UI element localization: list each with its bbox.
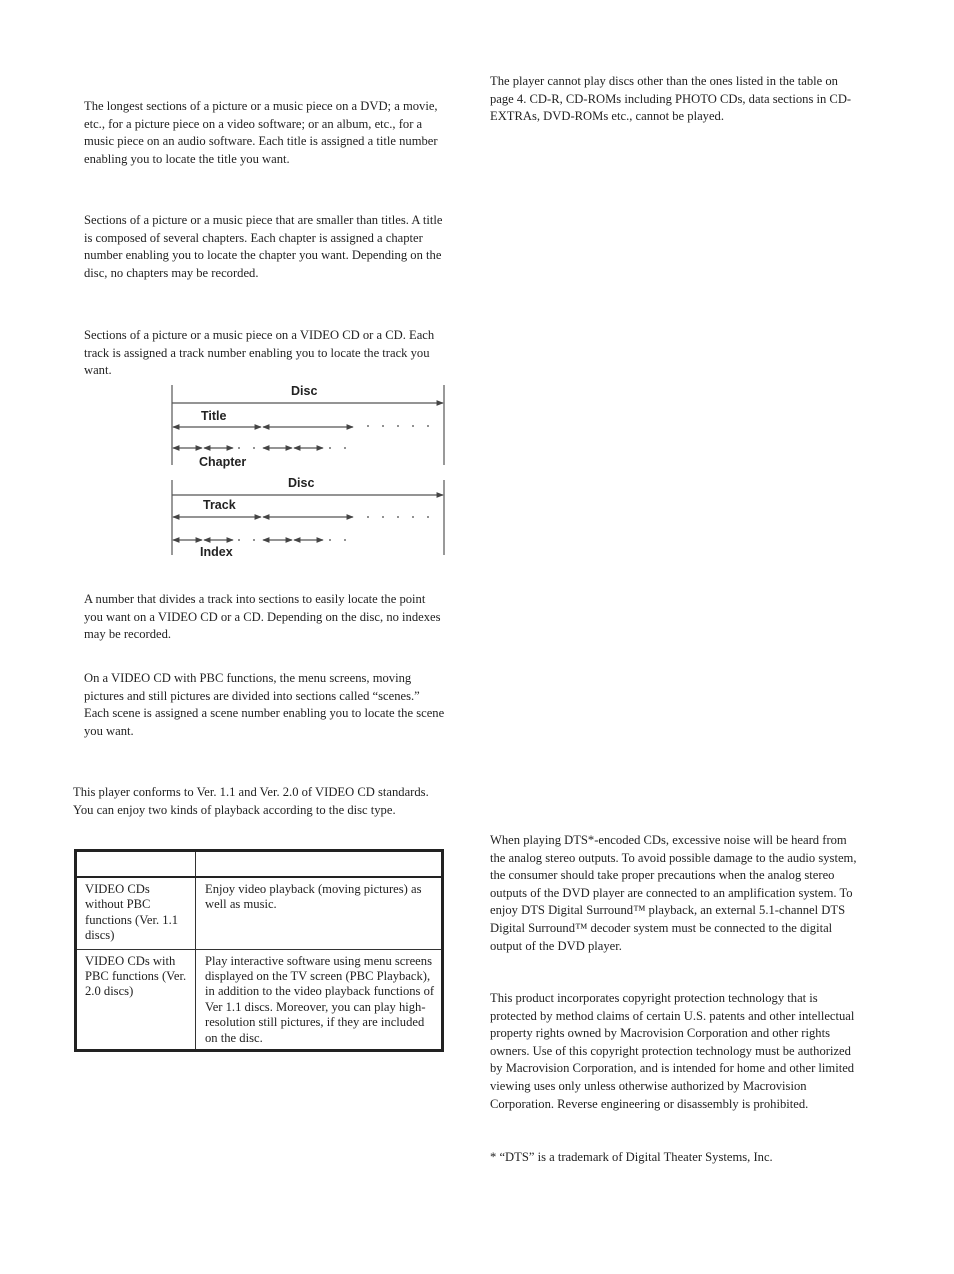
index-label: Index: [200, 545, 233, 559]
chapter-label: Chapter: [199, 455, 247, 469]
table-row: [76, 949, 443, 1050]
chapter-definition: Sections of a picture or a music piece that are smaller than titles. A title is composed of several chapters. Each chapter is assigned a chapter number enabling you to locate the chapter you want. Depending on the disc, no chapters may be recorded.: [84, 213, 443, 280]
vcd-intro: This player conforms to Ver. 1.1 and Ver. 2.0 of VIDEO CD standards. You can enjoy two kinds of playback according to the disc type.: [73, 785, 429, 817]
table-header: [196, 851, 443, 878]
playback-description-cell: Play interactive software using menu screens displayed on the TV screen (PBC Playback), in addition to the video playback functions of Ver 1.1 discs. Moreover, you can play high-resolution still pictures, if they are included on the disc.: [196, 949, 443, 1050]
playback-description-cell: Enjoy video playback (moving pictures) as well as music.: [196, 877, 443, 949]
unplayable-discs-note: The player cannot play discs other than the ones listed in the table on page 4. CD-R, CD-ROMs including PHOTO CDs, data sections in CD-EXTRAs, DVD-ROMs etc., cannot be played.: [490, 74, 852, 124]
dts-note: When playing DTS*-encoded CDs, excessive noise will be heard from the analog stereo outputs. To avoid possible damage to the audio system, the consumer should take proper precautions when the analog stereo outputs of the DVD player are connected to an amplification system. To enjoy DTS Digital Surround™ playback, an external 5.1-channel DTS Digital Surround™ decoder system must be connected to the digital output of the DVD player.: [490, 833, 857, 953]
table-header: [76, 851, 196, 878]
disc-structure-diagram: [160, 380, 460, 565]
title-label: Title: [201, 409, 227, 423]
vcd-playback-table: [74, 849, 444, 1052]
table-row: [76, 877, 443, 949]
disc-type-cell: VIDEO CDs without PBC functions (Ver. 1.1 discs): [76, 877, 196, 949]
disc-label-top: Disc: [291, 384, 318, 398]
track-definition: Sections of a picture or a music piece on a VIDEO CD or a CD. Each track is assigned a track number enabling you to locate the track you want.: [84, 328, 435, 378]
dts-trademark-footnote: * “DTS” is a trademark of Digital Theater Systems, Inc.: [490, 1150, 773, 1164]
index-definition: A number that divides a track into sections to easily locate the point you want on a VIDEO CD or a CD. Depending on the disc, no indexes may be recorded.: [84, 592, 441, 642]
title-definition: The longest sections of a picture or a music piece on a DVD; a movie, etc., for a picture piece on a video software; or an album, etc., for a music piece on an audio software. Each title is assigned a title number enabling you to locate the title you want.: [84, 99, 438, 166]
track-label: Track: [203, 498, 236, 512]
disc-label-bottom: Disc: [288, 476, 315, 490]
disc-type-cell: VIDEO CDs with PBC functions (Ver. 2.0 discs): [76, 949, 196, 1050]
copyright-protection-note: This product incorporates copyright protection technology that is protected by method claims of certain U.S. patents and other intellectual property rights owned by Macrovision Corporation and other rights owners. Use of this copyright protection technology must be authorized by Macrovision Corporation, and is intended for home and other limited viewing uses only unless otherwise authorized by Macrovision Corporation. Reverse engineering or disassembly is prohibited.: [490, 991, 855, 1111]
scene-definition: On a VIDEO CD with PBC functions, the menu screens, moving pictures and still pictures are divided into sections called “scenes.” Each scene is assigned a scene number enabling you to locate the scene you want.: [84, 671, 445, 738]
table-header-row: [76, 851, 443, 878]
